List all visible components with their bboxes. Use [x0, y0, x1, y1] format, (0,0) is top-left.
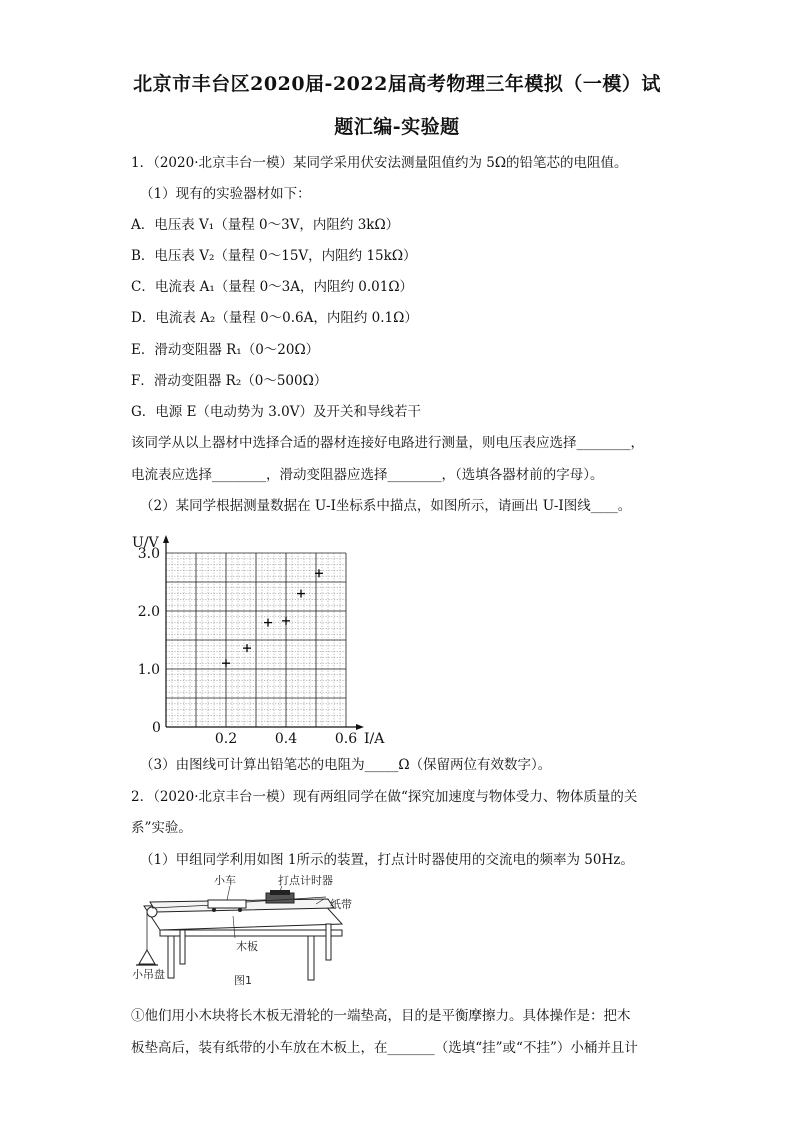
figure-1-apparatus [130, 872, 360, 990]
label-cart: 小车 [214, 874, 236, 887]
x-tick-label: 0.4 [274, 731, 298, 747]
x-axis-label: I/A [364, 731, 385, 747]
table-edge [160, 930, 342, 936]
y-axis-label: U/V [132, 535, 159, 551]
q1-option-e: E．滑动变阻器 R₁（0～20Ω） [131, 342, 320, 358]
label-tape: 纸带 [330, 898, 352, 911]
q1-option-g: G．电源 E（电动势为 3.0V）及开关和导线若干 [131, 404, 421, 420]
label-board: 木板 [236, 940, 258, 953]
data-point [297, 590, 305, 598]
q2-body-1: ①他们用小木块将长木板无滑轮的一端垫高，目的是平衡摩擦力。具体操作是：把木 [131, 1008, 631, 1024]
label-pan: 小吊盘 [132, 968, 165, 981]
doc-title-line1: 北京市丰台区2020届-2022届高考物理三年模拟（一模）试 [133, 73, 661, 95]
cart [208, 900, 246, 908]
figure-caption: 图1 [234, 974, 252, 987]
q1-part2: （2）某同学根据测量数据在 U-I坐标系中描点，如图所示，请画出 U-I图线____。 [140, 498, 632, 514]
data-point [222, 659, 230, 667]
ui-graph [130, 522, 390, 752]
q1-instruction-2: 电流表应选择________，滑动变阻器应选择________，（选填各器材前的字母）。 [131, 467, 604, 483]
q1-option-f: F．滑动变阻器 R₂（0～500Ω） [131, 373, 328, 389]
data-point [264, 619, 272, 627]
q1-option-c: C．电流表 A₁（量程 0～3A，内阻约 0.01Ω） [131, 279, 414, 295]
x-axis-arrow [356, 724, 364, 730]
origin-label: 0 [152, 720, 161, 736]
x-tick-label: 0.6 [334, 731, 358, 747]
label-timer: 打点计时器 [278, 874, 333, 887]
q2-stem-2: 系”实验。 [131, 820, 192, 836]
q1-option-b: B．电压表 V₂（量程 0～15V，内阻约 15kΩ） [131, 248, 417, 264]
q1-instruction-1: 该同学从以上器材中选择合适的器材连接好电路进行测量，则电压表应选择________， [131, 435, 644, 451]
hanging-pan [139, 950, 155, 964]
data-point [282, 617, 290, 625]
y-tick-label: 3.0 [137, 546, 160, 562]
q2-body-2: 板垫高后，装有纸带的小车放在木板上，在_______（选填“挂”或“不挂”）小桶并且计 [131, 1040, 638, 1056]
q1-option-a: A．电压表 V₁（量程 0～3V，内阻约 3kΩ） [131, 217, 400, 233]
leader-line [227, 886, 230, 900]
table-leg [308, 936, 314, 980]
q2-part1: （1）甲组同学利用如图 1所示的装置，打点计时器使用的交流电的频率为 50Hz。 [140, 852, 634, 868]
q2-stem-1: 2．（2020·北京丰台一模）现有两组同学在做“探究加速度与物体受力、物体质量的关 [131, 789, 638, 805]
cart-wheel [238, 908, 242, 912]
doc-title-line2: 题汇编-实验题 [334, 116, 460, 138]
q1-stem: 1．（2020·北京丰台一模）某同学采用伏安法测量阻值约为 5Ω的铅笔芯的电阻值。 [131, 155, 628, 171]
table-leg [180, 930, 185, 964]
q1-part3: （3）由图线可计算出铅笔芯的电阻为_____Ω（保留两位有效数字）。 [140, 757, 552, 773]
x-tick-label: 0.2 [214, 731, 238, 747]
q1-part1: （1）现有的实验器材如下： [140, 186, 311, 202]
q1-option-d: D．电流表 A₂（量程 0～0.6A，内阻约 0.1Ω） [131, 310, 418, 326]
y-axis-arrow [163, 535, 169, 543]
data-point [243, 644, 251, 652]
table-leg [326, 924, 331, 960]
pulley [147, 907, 157, 917]
y-tick-label: 1.0 [137, 662, 160, 678]
y-tick-label: 2.0 [137, 604, 160, 620]
cart-wheel [212, 908, 216, 912]
table-leg [168, 936, 174, 978]
